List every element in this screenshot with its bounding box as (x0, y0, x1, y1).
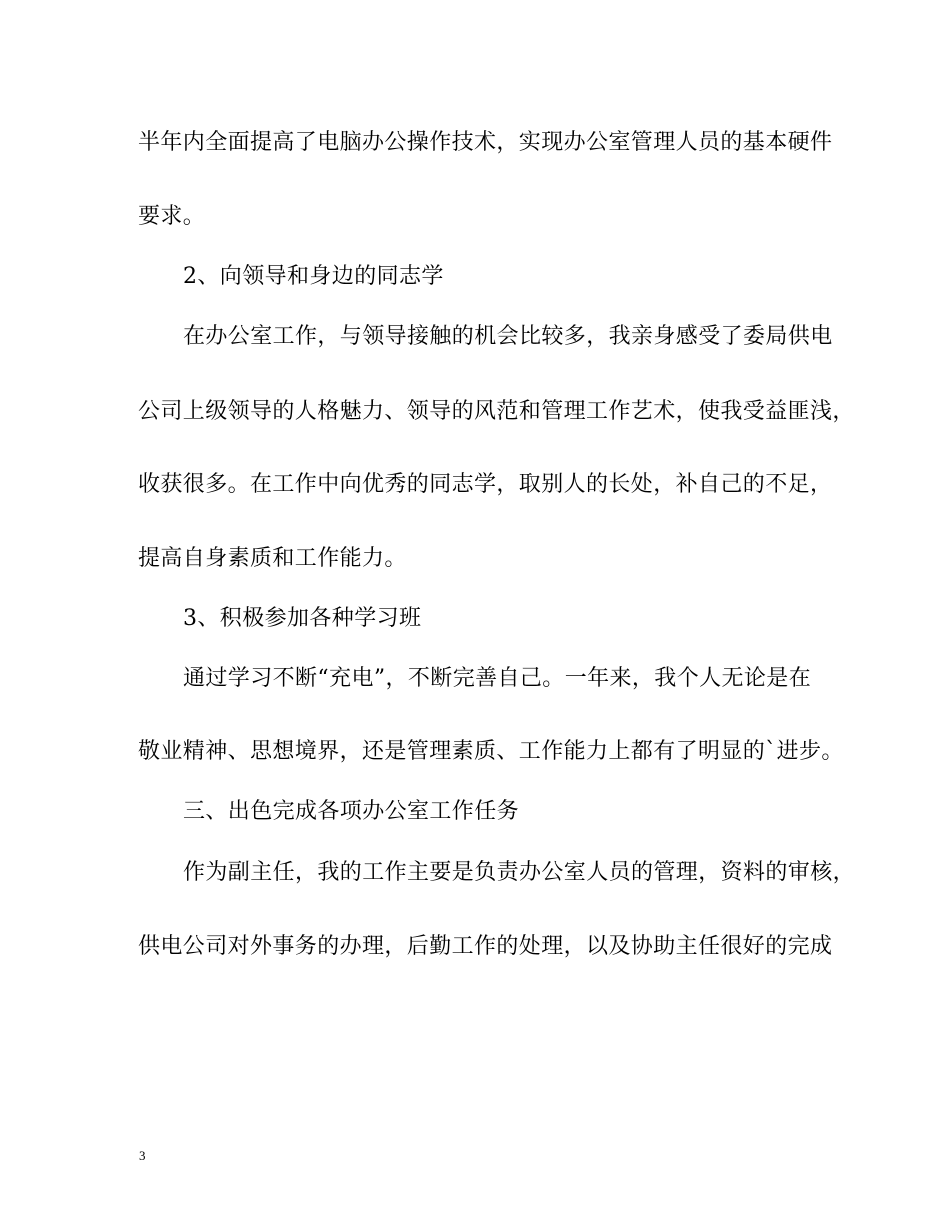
text-line: 要求。 (138, 204, 206, 229)
text-line: 公司上级领导的人格魅力、领导的风范和管理工作艺术，使我受益匪浅， (138, 399, 855, 424)
text-line: 作为副主任，我的工作主要是负责办公室人员的管理，资料的审核， (183, 860, 856, 885)
section-heading: 2、向领导和身边的同志学 (183, 264, 444, 289)
text-line: 收获很多。在工作中向优秀的同志学，取别人的长处，补自己的不足， (138, 472, 833, 497)
section-heading: 3、积极参加各种学习班 (183, 606, 422, 631)
text-line: 敬业精神、思想境界，还是管理素质、工作能力上都有了明显的`进步。 (138, 739, 844, 764)
text-line: 提高自身素质和工作能力。 (138, 546, 407, 571)
text-line: 通过学习不断“充电”，不断完善自己。一年来，我个人无论是在 (183, 666, 812, 691)
section-heading: 三、出色完成各项办公室工作任务 (183, 799, 520, 824)
text-line: 半年内全面提高了电脑办公操作技术，实现办公室管理人员的基本硬件 (138, 130, 833, 155)
text-line: 供电公司对外事务的办理，后勤工作的处理，以及协助主任很好的完成 (138, 934, 833, 959)
page-number: 3 (139, 1148, 146, 1163)
text-line: 在办公室工作，与领导接触的机会比较多，我亲身感受了委局供电 (183, 324, 833, 349)
